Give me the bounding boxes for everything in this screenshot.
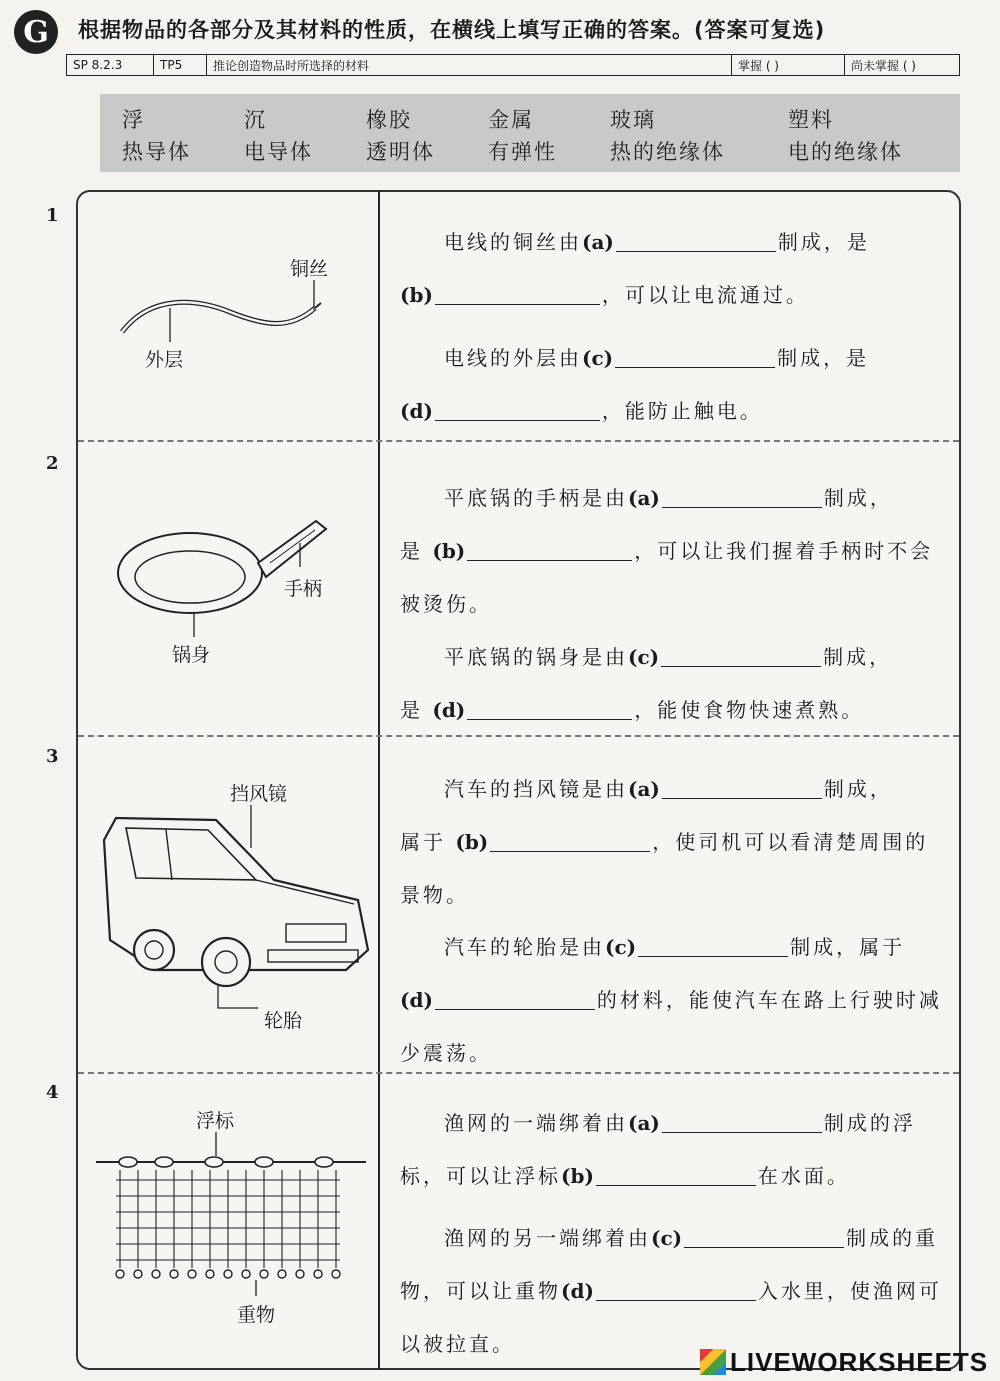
answer-blank-2d[interactable] (467, 699, 632, 720)
question-number: 1 (46, 205, 59, 226)
label-weight: 重物 (237, 1304, 276, 1326)
standard-code: SP 8.2.3 (67, 55, 154, 75)
label-outer-layer: 外层 (145, 349, 184, 371)
word-bank-item: 金属 (488, 108, 534, 132)
word-bank-item: 玻璃 (610, 108, 656, 132)
answer-blank-1a[interactable] (616, 231, 776, 252)
tp-level: TP5 (154, 55, 207, 75)
label-tire: 轮胎 (264, 1010, 303, 1032)
word-bank (100, 94, 960, 172)
answer-blank-1c[interactable] (615, 347, 775, 368)
answer-blank-1b[interactable] (435, 284, 600, 305)
q4-part-ab: 渔网的一端绑着由(a) 制成的浮标，可以让浮标(b) 在水面。 (400, 1111, 916, 1188)
answer-blank-3d[interactable] (435, 989, 595, 1010)
answer-blank-1d[interactable] (435, 400, 600, 421)
word-bank-item: 塑料 (788, 108, 834, 132)
answer-blank-4c[interactable] (684, 1227, 844, 1248)
q3-part-cd: 汽车的轮胎是由(c) 制成，属于 (d) 的材料，能使汽车在路上行驶时减少震荡。 (400, 935, 942, 1065)
answer-blank-3a[interactable] (662, 778, 822, 799)
label-handle: 手柄 (284, 578, 323, 600)
word-bank-item: 热的绝缘体 (610, 140, 725, 164)
not-mastered-checkbox[interactable]: 尚未掌握 ( ) (851, 58, 916, 73)
row-divider (78, 440, 959, 442)
label-windshield: 挡风镜 (230, 783, 288, 805)
frying-pan-illustration (110, 505, 340, 635)
q2-part-ab: 平底锅的手柄是由(a) 制成， 是 (b) ，可以让我们握着手柄时不会被烫伤。 (400, 486, 934, 616)
answer-blank-4d[interactable] (596, 1280, 756, 1301)
word-bank-item: 浮 (122, 108, 145, 132)
answer-blank-3c[interactable] (638, 936, 788, 957)
q1-part-cd: 电线的外层由(c) 制成，是 (d) ，能防止触电。 (400, 346, 870, 423)
word-bank-item: 电导体 (244, 140, 313, 164)
q4-part-cd: 渔网的另一端绑着由(c) 制成的重物，可以让重物(d) 入水里，使渔网可以被拉直。 (400, 1226, 942, 1356)
answer-blank-4b[interactable] (596, 1165, 756, 1186)
answer-blank-2c[interactable] (661, 646, 821, 667)
q1-part-ab: 电线的铜丝由(a) 制成，是 (b) ，可以让电流通过。 (400, 230, 870, 307)
objective-bar (66, 54, 960, 76)
section-badge: G (14, 10, 58, 54)
question-number: 2 (46, 453, 59, 474)
q2-part-cd: 平底锅的锅身是由(c) 制成， 是 (d) ，能使食物快速煮熟。 (400, 645, 893, 722)
answer-blank-4a[interactable] (662, 1112, 822, 1133)
label-copper-wire: 铜丝 (290, 258, 329, 280)
answer-blank-2b[interactable] (467, 540, 632, 561)
label-pan-body: 锅身 (172, 644, 211, 666)
q3-part-ab: 汽车的挡风镜是由(a) 制成， 属于 (b) ，使司机可以看清楚周围的景物。 (400, 777, 929, 907)
column-divider (378, 190, 380, 1370)
word-bank-item: 橡胶 (366, 108, 412, 132)
liveworksheets-watermark: LIVEWORKSHEETS (700, 1347, 988, 1378)
word-bank-item: 有弹性 (488, 140, 557, 164)
objective-description: 推论创造物品时所选择的材料 (207, 55, 732, 75)
word-bank-item: 沉 (244, 108, 267, 132)
page-title: 根据物品的各部分及其材料的性质，在横线上填写正确的答案。(答案可复选) (78, 18, 826, 42)
word-bank-item: 电的绝缘体 (788, 140, 903, 164)
mastered-checkbox[interactable]: 掌握 ( ) (732, 55, 845, 75)
fishing-net-illustration (96, 1140, 366, 1300)
liveworksheets-logo-icon (700, 1349, 726, 1375)
answer-blank-2a[interactable] (662, 487, 822, 508)
car-illustration (96, 800, 376, 1020)
label-float: 浮标 (196, 1110, 235, 1132)
question-number: 3 (46, 746, 59, 767)
word-bank-item: 热导体 (122, 140, 191, 164)
question-number: 4 (46, 1082, 59, 1103)
word-bank-item: 透明体 (366, 140, 435, 164)
answer-blank-3b[interactable] (490, 831, 650, 852)
